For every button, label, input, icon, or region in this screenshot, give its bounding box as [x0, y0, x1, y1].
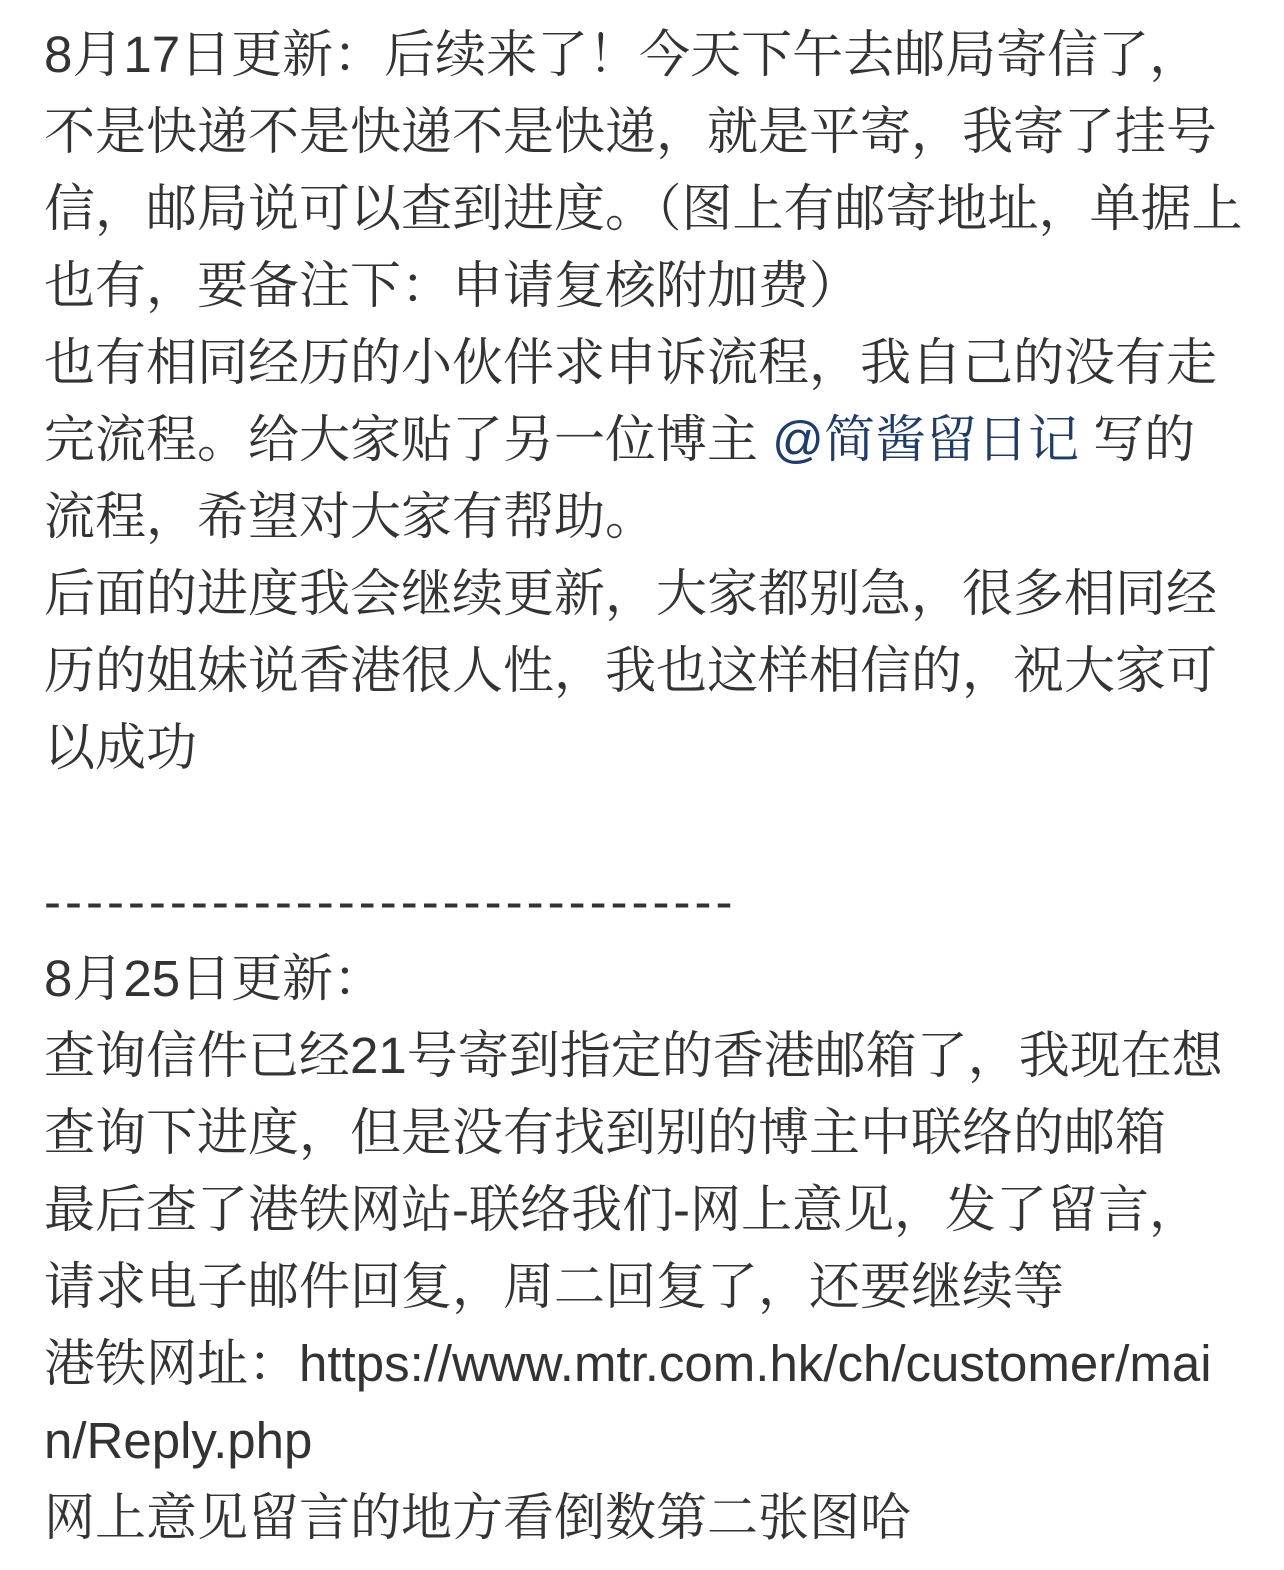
blank-line — [44, 786, 1244, 863]
update-aug17-para-2 — [44, 324, 1244, 555]
update-aug17-para-3: 后面的进度我会继续更新，大家都别急，很多相同经历的姐妹说香港很人性，我也这样相信的，祝大家可以成功 — [44, 565, 1218, 776]
mtr-url: https://www.mtr.com.hk/ch/customer/main/Reply.php — [44, 1335, 1212, 1469]
mention-link[interactable]: @简酱留日记 — [772, 411, 1079, 468]
update-aug25-para-1: 查询信件已经21号寄到指定的香港邮箱了，我现在想查询下进度，但是没有找到别的博主中联络的邮箱 — [44, 1027, 1223, 1161]
update-aug25-para-4: 网上意见留言的地方看倒数第二张图哈 — [44, 1489, 912, 1546]
para2-text-before: 也有相同经历的小伙伴求申诉流程，我自己的没有走完流程。给大家贴了另一位博主 — [44, 334, 1218, 468]
update-aug25-heading: 8月25日更新： — [44, 950, 385, 1007]
update-aug17-para-1: 8月17日更新：后续来了！今天下午去邮局寄信了，不是快递不是快递不是快递，就是平寄，我寄了挂号信，邮局说可以查到进度。（图上有邮寄地址，单据上也有，要备注下：申请复核附加费） — [44, 26, 1243, 314]
update-aug25-para-2: 最后查了港铁网站-联络我们-网上意见，发了留言，请求电子邮件回复，周二回复了，还要继续等 — [44, 1181, 1200, 1315]
para2-text-after: 写的流程，希望对大家有帮助。 — [44, 411, 1196, 545]
separator-dashes: --------------------------------- — [44, 873, 737, 930]
mtr-url-label: 港铁网址： — [44, 1335, 300, 1392]
update-aug25-para-3 — [44, 1325, 1244, 1479]
